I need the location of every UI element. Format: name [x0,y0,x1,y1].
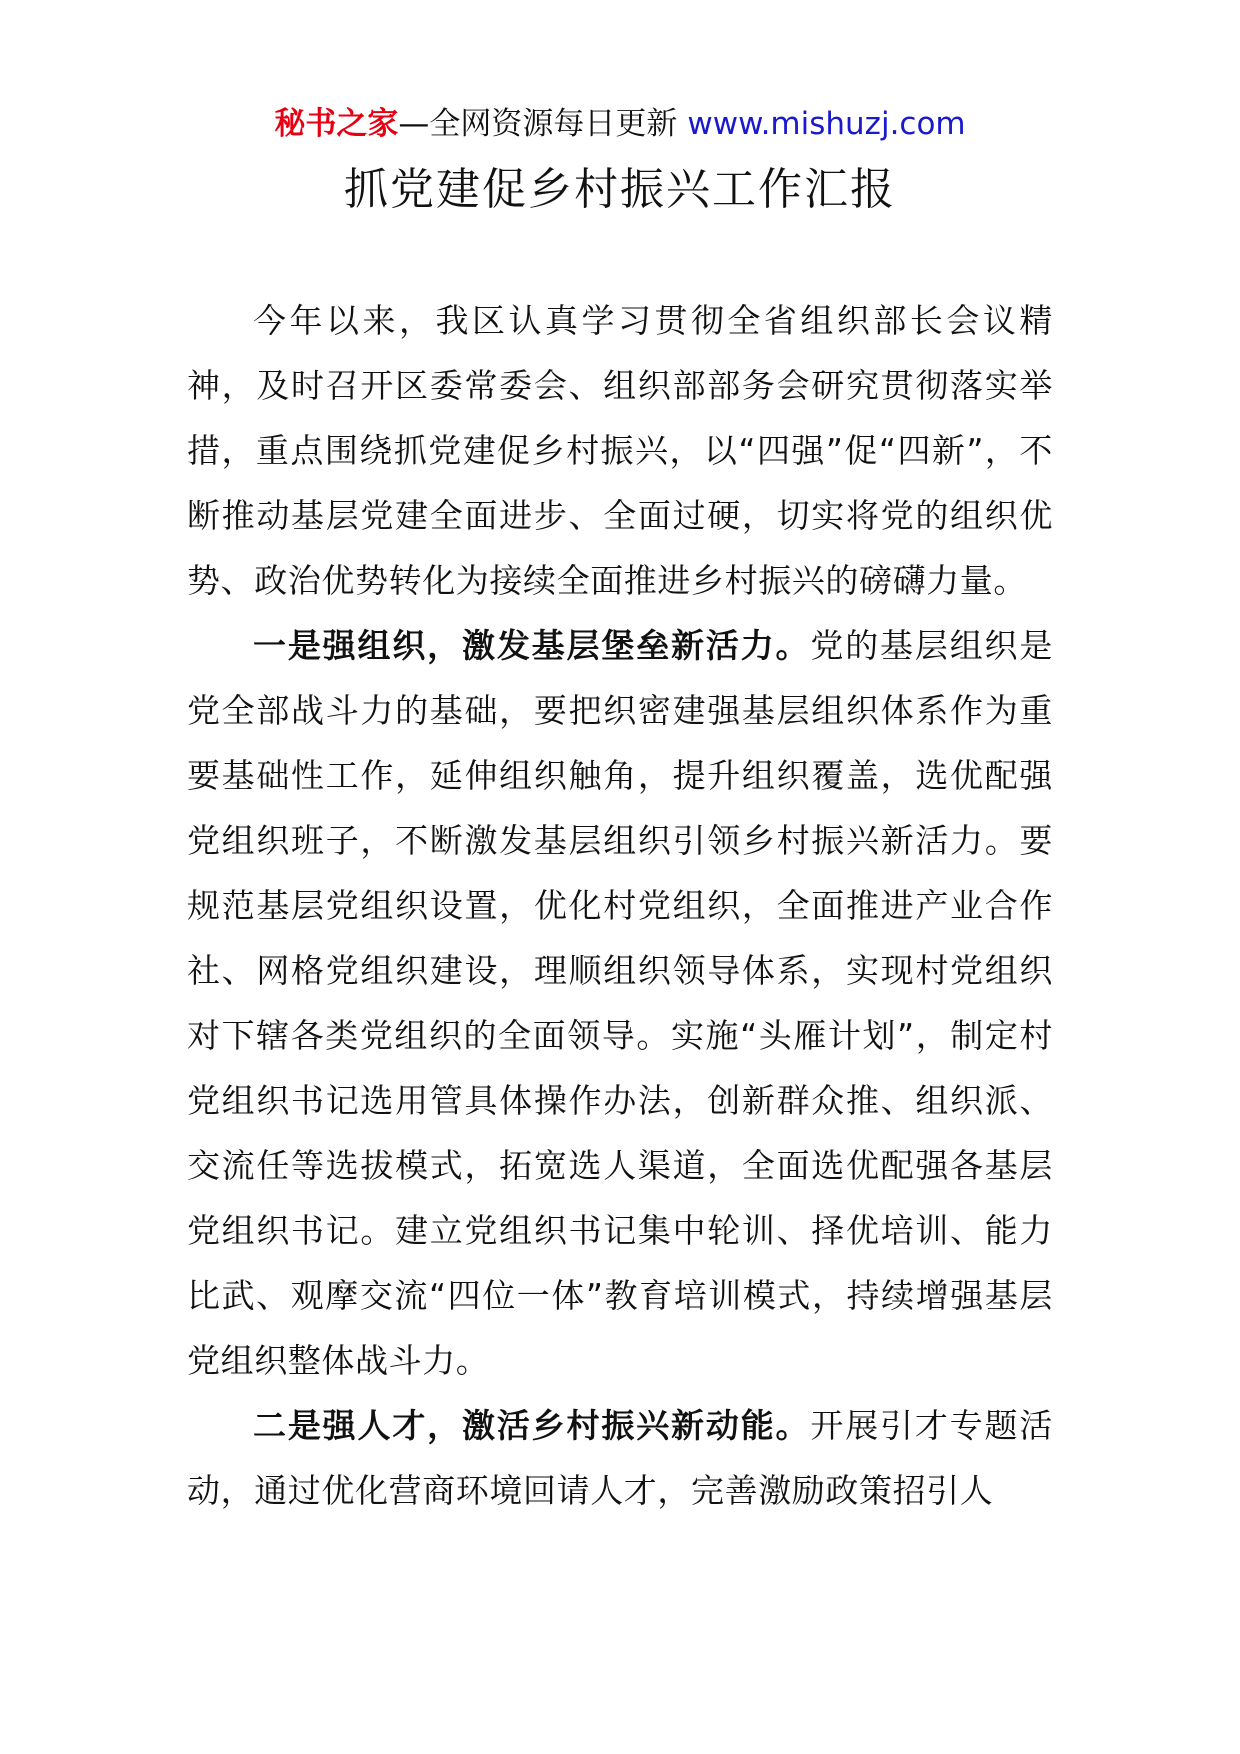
paragraph-strong-organization [187,613,1053,1393]
paragraph-intro [187,288,1053,613]
paragraph-text: 开展引才专题活动，通过优化营商环境回请人才，完善激励政策招引人 [187,1406,1053,1510]
document-title: 抓党建促乡村振兴工作汇报 [344,164,896,215]
site-url-link[interactable]: www.mishuzj.com [687,106,966,142]
document-body [187,288,1053,1523]
paragraph-lead: 二是强人才，激活乡村振兴新动能。 [253,1406,811,1445]
site-header [0,104,1240,144]
paragraph-lead: 一是强组织，激发基层堡垒新活力。 [253,626,811,665]
site-brand[interactable]: 秘书之家 [274,106,399,142]
paragraph-strong-talent [187,1393,1053,1523]
site-tagline: —全网资源每日更新 [398,106,678,142]
paragraph-text: 党的基层组织是党全部战斗力的基础，要把织密建强基层组织体系作为重要基础性工作，延伸组织触角，提升组织覆盖，选优配强党组织班子，不断激发基层组织引领乡村振兴新活力。要规范基层党组织设置，优化村党组织，全面推进产业合作社、网格党组织建设，理顺组织领导体系，实现村党组织对下辖各类党组织的全面领导。实施“头雁计划”，制定村党组织书记选用管具体操作办法，创新群众推、组织派、交流任等选拔模式，拓宽选人渠道，全面选优配强各基层党组织书记。建立党组织书记集中轮训、择优培训、能力比武、观摩交流“四位一体”教育培训模式，持续增强基层党组织整体战斗力。 [187,626,1053,1380]
paragraph-text: 今年以来，我区认真学习贯彻全省组织部长会议精神，及时召开区委常委会、组织部部务会研究贯彻落实举措，重点围绕抓党建促乡村振兴，以“四强”促“四新”，不断推动基层党建全面进步、全面过硬，切实将党的组织优势、政治优势转化为接续全面推进乡村振兴的磅礴力量。 [187,301,1053,600]
